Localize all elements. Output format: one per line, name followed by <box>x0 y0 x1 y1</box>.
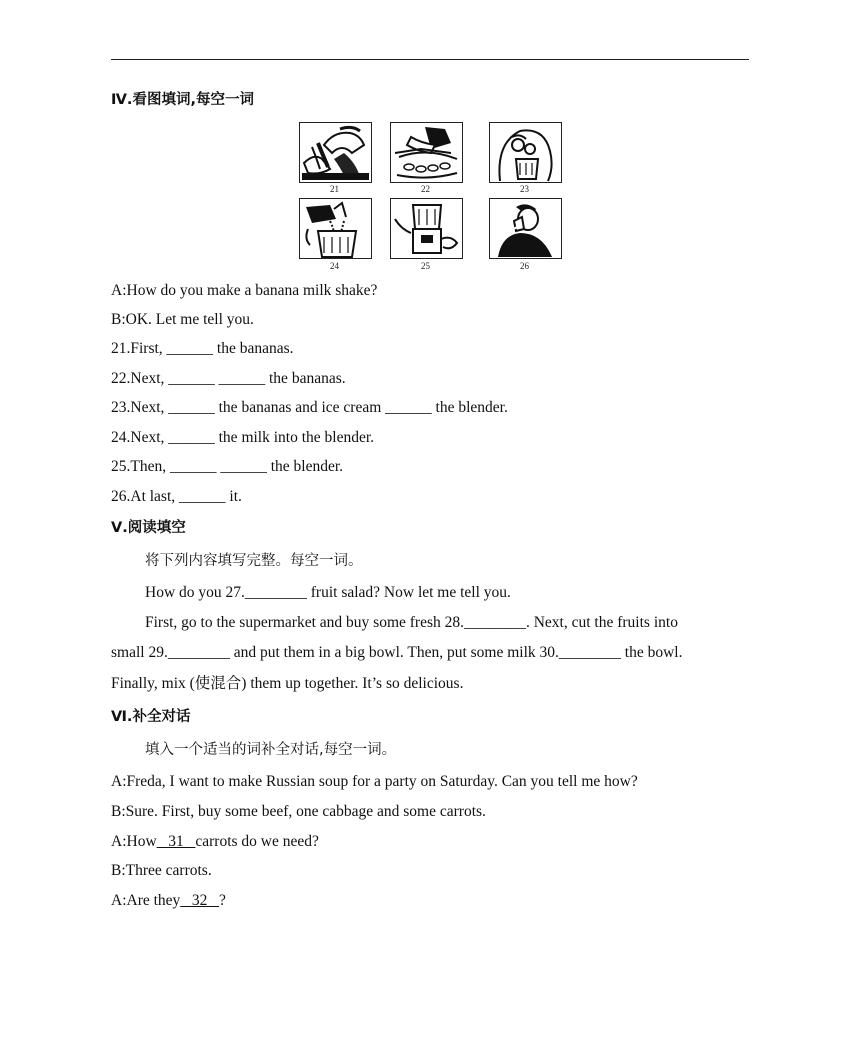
dialogue-line-4: B:Three carrots. <box>111 862 212 879</box>
dialogue-line-5 <box>111 891 226 911</box>
question-21: 21.First, ______ the bananas. <box>111 340 294 357</box>
dialogue-line-5-start: A:Are they <box>111 892 181 909</box>
blank-32: 32 <box>180 892 220 909</box>
blank-31: 31 <box>156 833 196 850</box>
dialogue-line-3-start: A:How <box>111 833 157 850</box>
picture-24-number: 24 <box>330 261 339 271</box>
dialogue-line-1: A:Freda, I want to make Russian soup for a party on Saturday. Can you tell me how? <box>111 773 638 790</box>
section-5-paragraph-1: How do you 27.________ fruit salad? Now let me tell you. <box>145 584 511 601</box>
section-4-line-a: A:How do you make a banana milk shake? <box>111 282 378 299</box>
section-5-paragraph-2-line-2: small 29.________ and put them in a big bowl. Then, put some milk 30.________ the bowl. <box>111 644 683 661</box>
picture-23-number: 23 <box>520 184 529 194</box>
header-rule <box>111 59 749 60</box>
picture-25-turn-on-blender <box>390 198 463 259</box>
question-26: 26.At last, ______ it. <box>111 488 242 505</box>
dialogue-line-2: B:Sure. First, buy some beef, one cabbage and some carrots. <box>111 803 486 820</box>
picture-21-number: 21 <box>330 184 339 194</box>
picture-23-put-in-blender <box>489 122 562 183</box>
section-6-instruction: 填入一个适当的词补全对话,每空一词。 <box>145 742 397 758</box>
question-25: 25.Then, ______ ______ the blender. <box>111 458 344 475</box>
question-23: 23.Next, ______ the bananas and ice cream ______ the blender. <box>111 399 508 416</box>
section-5-paragraph-2-line-3: Finally, mix (使混合) them up together. It’s so delicious. <box>111 675 464 692</box>
picture-22-cut-bananas <box>390 122 463 183</box>
question-24: 24.Next, ______ the milk into the blender. <box>111 429 375 446</box>
section-5-paragraph-2-line-1: First, go to the supermarket and buy some fresh 28.________. Next, cut the fruits into <box>145 614 678 631</box>
picture-26-drink-it <box>489 198 562 259</box>
picture-21-peel-bananas <box>299 122 372 183</box>
section-4-heading: Ⅳ.看图填词,每空一词 <box>111 92 254 108</box>
picture-22-number: 22 <box>421 184 430 194</box>
section-4-line-b: B:OK. Let me tell you. <box>111 311 254 328</box>
dialogue-line-5-end: ? <box>219 892 226 909</box>
section-5-heading: Ⅴ.阅读填空 <box>111 520 186 536</box>
picture-26-number: 26 <box>520 261 529 271</box>
question-22: 22.Next, ______ ______ the bananas. <box>111 370 346 387</box>
dialogue-line-3-end: carrots do we need? <box>195 833 319 850</box>
section-5-instruction: 将下列内容填写完整。每空一词。 <box>145 553 363 569</box>
picture-25-number: 25 <box>421 261 430 271</box>
section-6-heading: Ⅵ.补全对话 <box>111 709 191 725</box>
picture-24-pour-milk <box>299 198 372 259</box>
dialogue-line-3 <box>111 832 319 852</box>
